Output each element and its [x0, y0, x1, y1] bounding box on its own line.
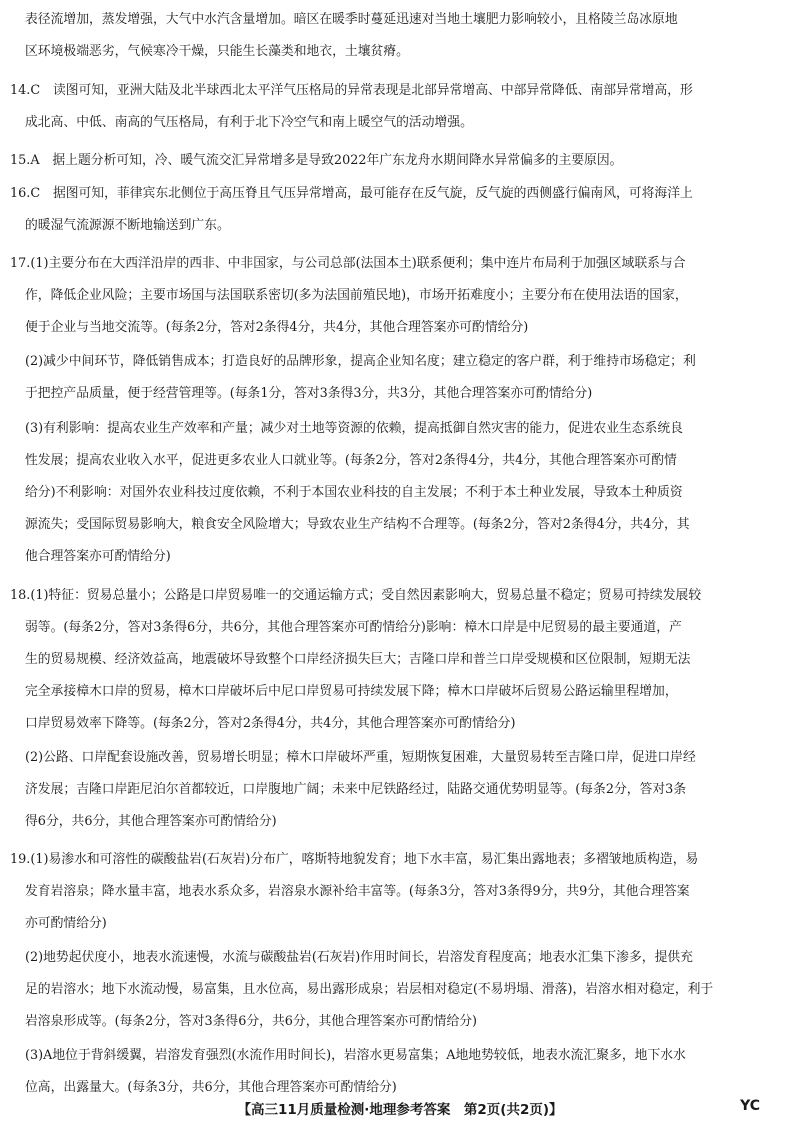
text-line: 生的贸易规模、经济效益高，地震破坏导致整个口岸经济损失巨大；吉隆口岸和普兰口岸受规模和区位限制，短期无法 [25, 652, 691, 667]
text-line: 他合理答案亦可酌情给分) [25, 549, 171, 564]
text-line: 亦可酌情给分) [25, 916, 107, 931]
text-line: 15.A 据上题分析可知，冷、暖气流交汇异常增多是导致2022年广东龙舟水期间降水异常偏多的主要原因。 [10, 153, 623, 168]
text-line: 的暖湿气流源源不断地输送到广东。 [25, 218, 230, 233]
text-line: 足的岩溶水；地下水流动慢，易富集，且水位高，易出露形成泉；岩层相对稳定(不易坍塌、滑落)，岩溶水相对稳定，利于 [25, 982, 714, 997]
text-line: (2)公路、口岸配套设施改善，贸易增长明显；樟木口岸破坏严重，短期恢复困难，大量贸易转至吉隆口岸，促进口岸经 [25, 750, 696, 765]
text-line: 岩溶泉形成等。(每条2分，答对3条得6分，共6分，其他合理答案亦可酌情给分) [25, 1014, 478, 1029]
text-line: 性发展；提高农业收入水平，促进更多农业人口就业等。(每条2分，答对2条得4分，共4分，其他合理答案亦可酌情 [25, 453, 677, 468]
text-line: (2)减少中间环节，降低销售成本；打造良好的品牌形象，提高企业知名度；建立稳定的客户群，利于维持市场稳定；利 [25, 354, 696, 369]
text-line: 源流失；受国际贸易影响大，粮食安全风险增大；导致农业生产结构不合理等。(每条2分，答对2条得4分，共4分，其 [25, 517, 690, 532]
page-footer-title: 【高三11月质量检测·地理参考答案 第2页(共2页)】 [237, 1102, 563, 1118]
text-line: 发育岩溶泉；降水量丰富，地表水系众多，岩溶泉水源补给丰富等。(每条3分，答对3条得9分，共9分，其他合理答案 [25, 884, 690, 899]
text-line: 弱等。(每条2分，答对3条得6分，共6分，其他合理答案亦可酌情给分)影响：樟木口岸是中尼贸易的最主要通道，产 [25, 620, 682, 635]
text-line: 口岸贸易效率下降等。(每条2分，答对2条得4分，共4分，其他合理答案亦可酌情给分) [25, 716, 516, 731]
page-footer-code: YC [740, 1098, 760, 1114]
text-line: 19.(1)易渗水和可溶性的碳酸盐岩(石灰岩)分布广，喀斯特地貌发育；地下水丰富，易汇集出露地表；多褶皱地质构造，易 [10, 852, 699, 867]
text-line: 济发展；吉隆口岸距尼泊尔首都较近，口岸腹地广阔；未来中尼铁路经过，陆路交通优势明显等。(每条2分，答对3条 [25, 782, 687, 797]
text-line: 作，降低企业风险；主要市场国与法国联系密切(多为法国前殖民地)，市场开拓难度小；主要分布在使用法语的国家， [25, 288, 688, 303]
text-line: 得6分，共6分，其他合理答案亦可酌情给分) [25, 814, 277, 829]
text-line: 18.(1)特征：贸易总量小；公路是口岸贸易唯一的交通运输方式；受自然因素影响大，贸易总量不稳定；贸易可持续发展较 [10, 588, 702, 603]
text-line: (3)有利影响：提高农业生产效率和产量；减少对土地等资源的依赖，提高抵御自然灾害的能力，促进农业生态系统良 [25, 421, 683, 436]
text-line: 成北高、中低、南高的气压格局，有利于北下冷空气和南上暖空气的活动增强。 [25, 115, 473, 130]
text-line: 于把控产品质量，便于经营管理等。(每条1分，答对3条得3分，共3分，其他合理答案亦可酌情给分) [25, 386, 593, 401]
text-line: (2)地势起伏度小，地表水流速慢，水流与碳酸盐岩(石灰岩)作用时间长，岩溶发育程度高；地表水汇集下渗多，提供充 [25, 950, 693, 965]
text-line: 完全承接樟木口岸的贸易，樟木口岸破坏后中尼口岸贸易可持续发展下降；樟木口岸破坏后贸易公路运输里程增加， [25, 684, 678, 699]
text-line: 16.C 据图可知，菲律宾东北侧位于高压脊且气压异常增高，最可能存在反气旋，反气旋的西侧盛行偏南风，可将海洋上 [10, 186, 693, 201]
text-line: 区环境极端恶劣，气候寒冷干燥，只能生长藻类和地衣，土壤贫瘠。 [25, 44, 409, 59]
text-line: 14.C 读图可知，亚洲大陆及北半球西北太平洋气压格局的异常表现是北部异常增高、中部异常降低、南部异常增高，形 [10, 83, 693, 98]
text-line: 表径流增加，蒸发增强，大气中水汽含量增加。暗区在暖季时蔓延迅速对当地土壤肥力影响较小，且格陵兰岛冰原地 [25, 12, 678, 27]
text-line: (3)A地位于背斜缓翼，岩溶发育强烈(水流作用时间长)，岩溶水更易富集；A地地势较低，地表水流汇聚多，地下水水 [25, 1048, 686, 1063]
text-line: 便于企业与当地交流等。(每条2分，答对2条得4分，共4分，其他合理答案亦可酌情给分) [25, 320, 529, 335]
text-line: 位高，出露量大。(每条3分，共6分，其他合理答案亦可酌情给分) [25, 1080, 397, 1095]
text-line: 17.(1)主要分布在大西洋沿岸的西非、中非国家，与公司总部(法国本土)联系便利；集中连片布局利于加强区域联系与合 [10, 256, 686, 271]
text-line: 给分)不利影响：对国外农业科技过度依赖，不利于本国农业科技的自主发展；不利于本土种业发展，导致本土种质资 [25, 485, 683, 500]
